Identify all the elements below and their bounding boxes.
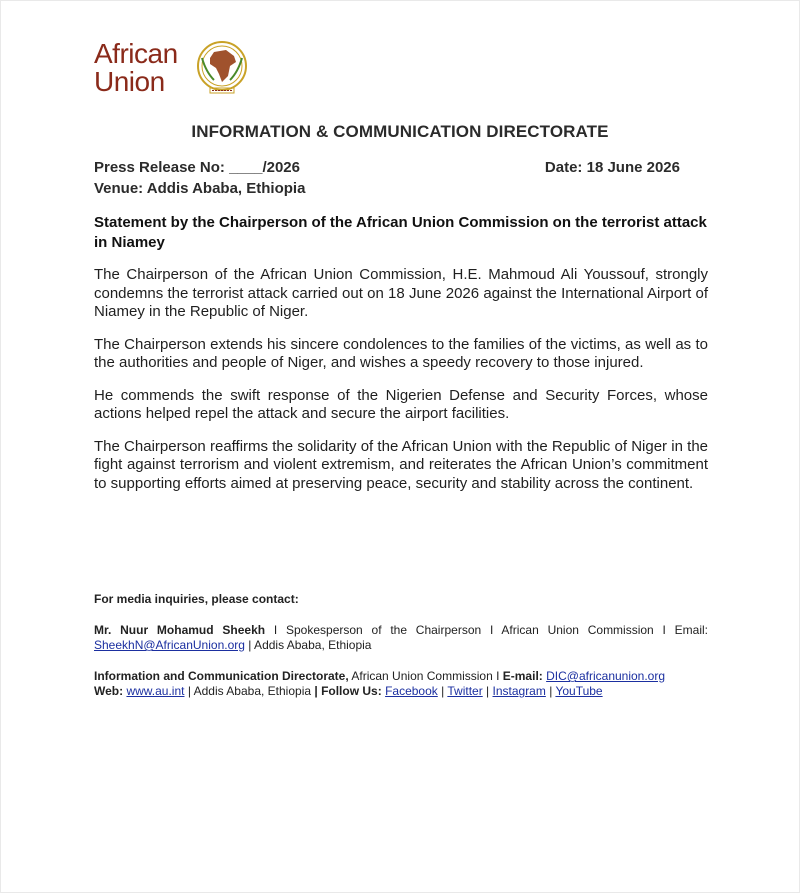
african-union-emblem-icon	[192, 38, 252, 98]
directorate-heading: INFORMATION & COMMUNICATION DIRECTORATE	[191, 122, 609, 141]
youtube-link[interactable]: YouTube	[555, 684, 603, 698]
statement-paragraph: The Chairperson extends his sincere condolences to the families of the victims, as well as to the authorities and people of Niger, and wishes a speedy recovery to those injured.	[94, 335, 708, 371]
press-release-number: Press Release No: ____/2026	[94, 159, 300, 176]
web-label: Web:	[94, 684, 124, 698]
spokesperson-role: I Spokesperson of the Chairperson I African Union Commission I Email:	[265, 623, 709, 637]
directorate-contact	[94, 669, 708, 699]
facebook-link[interactable]: Facebook	[385, 684, 438, 698]
african-union-logo	[94, 38, 254, 98]
statement-title: Statement by the Chairperson of the African Union Commission on the terrorist attack in Niamey	[94, 214, 707, 251]
directorate-org: African Union Commission I	[348, 669, 503, 683]
press-release-meta	[94, 157, 706, 199]
spokesperson-contact	[94, 623, 708, 653]
contact-footer	[94, 592, 708, 715]
logo-wordmark	[94, 40, 178, 96]
link-separator: |	[437, 684, 448, 698]
logo-line-2: Union	[94, 66, 165, 97]
email-label: E-mail:	[502, 669, 543, 683]
follow-us-label: | Follow Us:	[314, 684, 382, 698]
venue: Venue: Addis Ababa, Ethiopia	[94, 180, 306, 197]
website-link[interactable]: www.au.int	[126, 684, 185, 698]
twitter-link[interactable]: Twitter	[447, 684, 483, 698]
instagram-link[interactable]: Instagram	[492, 684, 546, 698]
release-date: Date: 18 June 2026	[544, 159, 680, 176]
link-separator: |	[482, 684, 493, 698]
spokesperson-location: | Addis Ababa, Ethiopia	[244, 638, 372, 652]
logo-line-1: African	[94, 38, 178, 69]
spokesperson-name: Mr. Nuur Mohamud Sheekh	[94, 623, 266, 637]
spokesperson-email-link[interactable]: SheekhN@AfricanUnion.org	[94, 638, 245, 652]
statement-paragraph: He commends the swift response of the Nigerien Defense and Security Forces, whose actions helped repel the attack and secure the airport facilities.	[94, 386, 708, 422]
link-separator: |	[545, 684, 556, 698]
media-inquiries-heading: For media inquiries, please contact:	[94, 592, 299, 606]
directorate-email-link[interactable]: DIC@africanunion.org	[546, 669, 666, 683]
web-location: | Addis Ababa, Ethiopia	[184, 684, 315, 698]
statement-paragraph: The Chairperson of the African Union Commission, H.E. Mahmoud Ali Youssouf, strongly condemns the terrorist attack carried out on 18 June 2026 against the International Airport of Niamey in the Republic of Niger.	[94, 266, 708, 320]
directorate-name: Information and Communication Directorate,	[94, 669, 349, 683]
statement-paragraph: The Chairperson reaffirms the solidarity of the African Union with the Republic of Niger in the fight against terrorism and violent extremism, and reiterates the African Union’s commitment to supporting efforts aimed at preserving peace, security and stability across the continent.	[94, 437, 708, 492]
statement-body	[94, 266, 708, 507]
